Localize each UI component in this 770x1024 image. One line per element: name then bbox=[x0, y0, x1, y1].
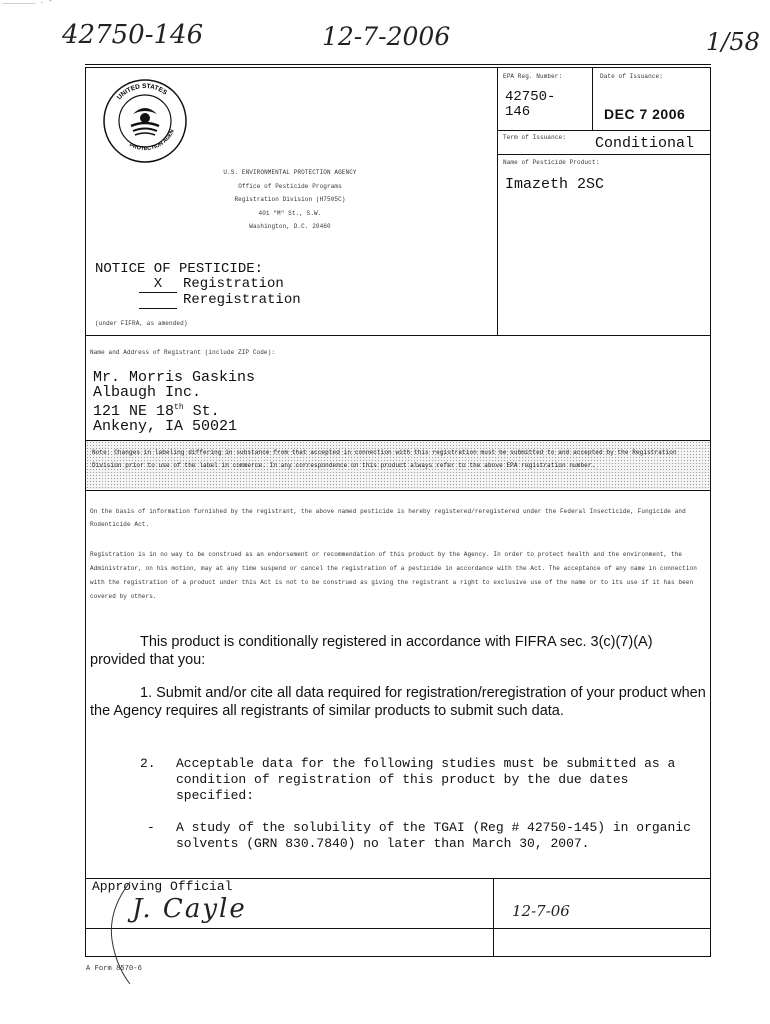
registrant-company: Albaugh Inc. bbox=[93, 384, 202, 401]
signature-date: 12-7-06 bbox=[512, 902, 570, 920]
registrant-label: Name and Address of Registrant (include ZIP Code): bbox=[90, 349, 276, 356]
agency-city: Washington, D.C. 20460 bbox=[249, 223, 331, 230]
date-row-bottom bbox=[497, 130, 711, 131]
basis-statement: On the basis of information furnished by the registrant, the above named pesticide is hereby registered/reregistered under the Federal Insecticide, Fungicide and Rodenticide Act. bbox=[90, 508, 686, 528]
date-of-issuance-stamp: DEC 7 2006 bbox=[604, 106, 686, 122]
registrant-address bbox=[93, 370, 255, 434]
signature-scribble bbox=[100, 880, 220, 990]
agency-office: Office of Pesticide Programs bbox=[238, 182, 342, 190]
seal-top-text: UNITED STATES bbox=[115, 82, 169, 102]
epa-reg-line2: 146 bbox=[505, 104, 531, 120]
handwritten-date: 12-7-2006 bbox=[322, 22, 451, 51]
top-double-line bbox=[85, 64, 711, 65]
approving-official-label: Approving Official bbox=[92, 879, 233, 894]
reregistration-label: Reregistration bbox=[183, 292, 301, 308]
registration-label: Registration bbox=[183, 276, 284, 292]
top-corner-mark: ________ . - bbox=[2, 0, 53, 6]
epa-reg-label: EPA Reg. Number: bbox=[503, 73, 563, 80]
condition-item-2-number: 2. bbox=[140, 756, 156, 771]
study-requirement: A study of the solubility of the TGAI (Reg # 42750-145) in organic solvents (GRN 830.7840) no later than March 30, 2007. bbox=[176, 820, 691, 851]
registrant-city: Ankeny, IA 50021 bbox=[93, 418, 238, 435]
handwritten-page-number: 1/58 bbox=[706, 28, 760, 56]
conditional-statement: This product is conditionally registered in accordance with FIFRA sec. 3(c)(7)(A) provided that you: bbox=[90, 634, 653, 668]
epa-reg-number bbox=[505, 90, 555, 120]
registration-checkbox: X bbox=[139, 277, 177, 293]
notice-block bbox=[95, 262, 301, 309]
note-bottom-line bbox=[85, 490, 711, 491]
labeling-note: Note: Changes in labeling differing in substance from that accepted in connection with this registration must be submitted to and accepted by the Registration Division prior to use of the label in commerce. In any correspondence on this product always refer to the above EPA registration number. bbox=[92, 449, 677, 469]
epa-reg-line1: 42750- bbox=[505, 89, 556, 105]
reregistration-checkbox bbox=[139, 293, 177, 309]
signature-divider bbox=[493, 878, 494, 956]
condition-item-2: Acceptable data for the following studies must be submitted as a condition of registration of this product by the due dates specified: bbox=[176, 756, 676, 803]
registration-disclaimer: Registration is in no way to be construed as an endorsement or recommendation of this product by the Agency. In order to protect health and the environment, the Administrator, on his motion, may at any time suspend or cancel the registration of a pesticide in accordance with the Act. The acceptance of any name in connection with the registration of a product under this Act is not to be construed as giving the registrant a right to exclusive use of the name or to its use if it has been covered by others. bbox=[90, 551, 697, 600]
seal-bottom-text: PROTECTION AGEN bbox=[128, 128, 176, 153]
date-divider bbox=[592, 67, 593, 130]
date-of-issuance-label: Date of Issuance: bbox=[600, 73, 663, 80]
bullet-dash: - bbox=[147, 820, 155, 835]
term-row-bottom bbox=[497, 154, 711, 155]
fifra-note: (under FIFRA, as amended) bbox=[95, 320, 188, 327]
handwritten-reg-number: 42750-146 bbox=[62, 20, 204, 50]
product-name-label: Name of Pesticide Product: bbox=[503, 159, 600, 166]
agency-street: 401 "M" St., S.W. bbox=[258, 209, 322, 217]
condition-item-1: 1. Submit and/or cite all data required for registration/reregistration of your product when the Agency requires all registrants of similar products to submit such data. bbox=[90, 685, 706, 719]
official-signature: J. Cayle bbox=[132, 894, 247, 924]
agency-name: U.S. ENVIRONMENTAL PROTECTION AGENCY bbox=[223, 169, 357, 176]
agency-division: Registration Division (H7505C) bbox=[234, 196, 346, 203]
agency-address bbox=[180, 166, 400, 234]
epa-seal bbox=[102, 78, 188, 164]
right-column-divider bbox=[497, 67, 498, 335]
product-name-value: Imazeth 2SC bbox=[505, 176, 605, 193]
registrant-top-line bbox=[85, 335, 711, 336]
street-suffix: th bbox=[174, 403, 184, 412]
term-of-issuance-value: Conditional bbox=[595, 135, 695, 152]
form-number: A Form 8570-6 bbox=[86, 965, 142, 973]
registrant-street: 121 NE 18th St. bbox=[93, 403, 220, 420]
registrant-name: Mr. Morris Gaskins bbox=[93, 369, 256, 386]
term-of-issuance-label: Term of Issuance: bbox=[503, 134, 566, 141]
notice-title: NOTICE OF PESTICIDE: bbox=[95, 261, 264, 277]
